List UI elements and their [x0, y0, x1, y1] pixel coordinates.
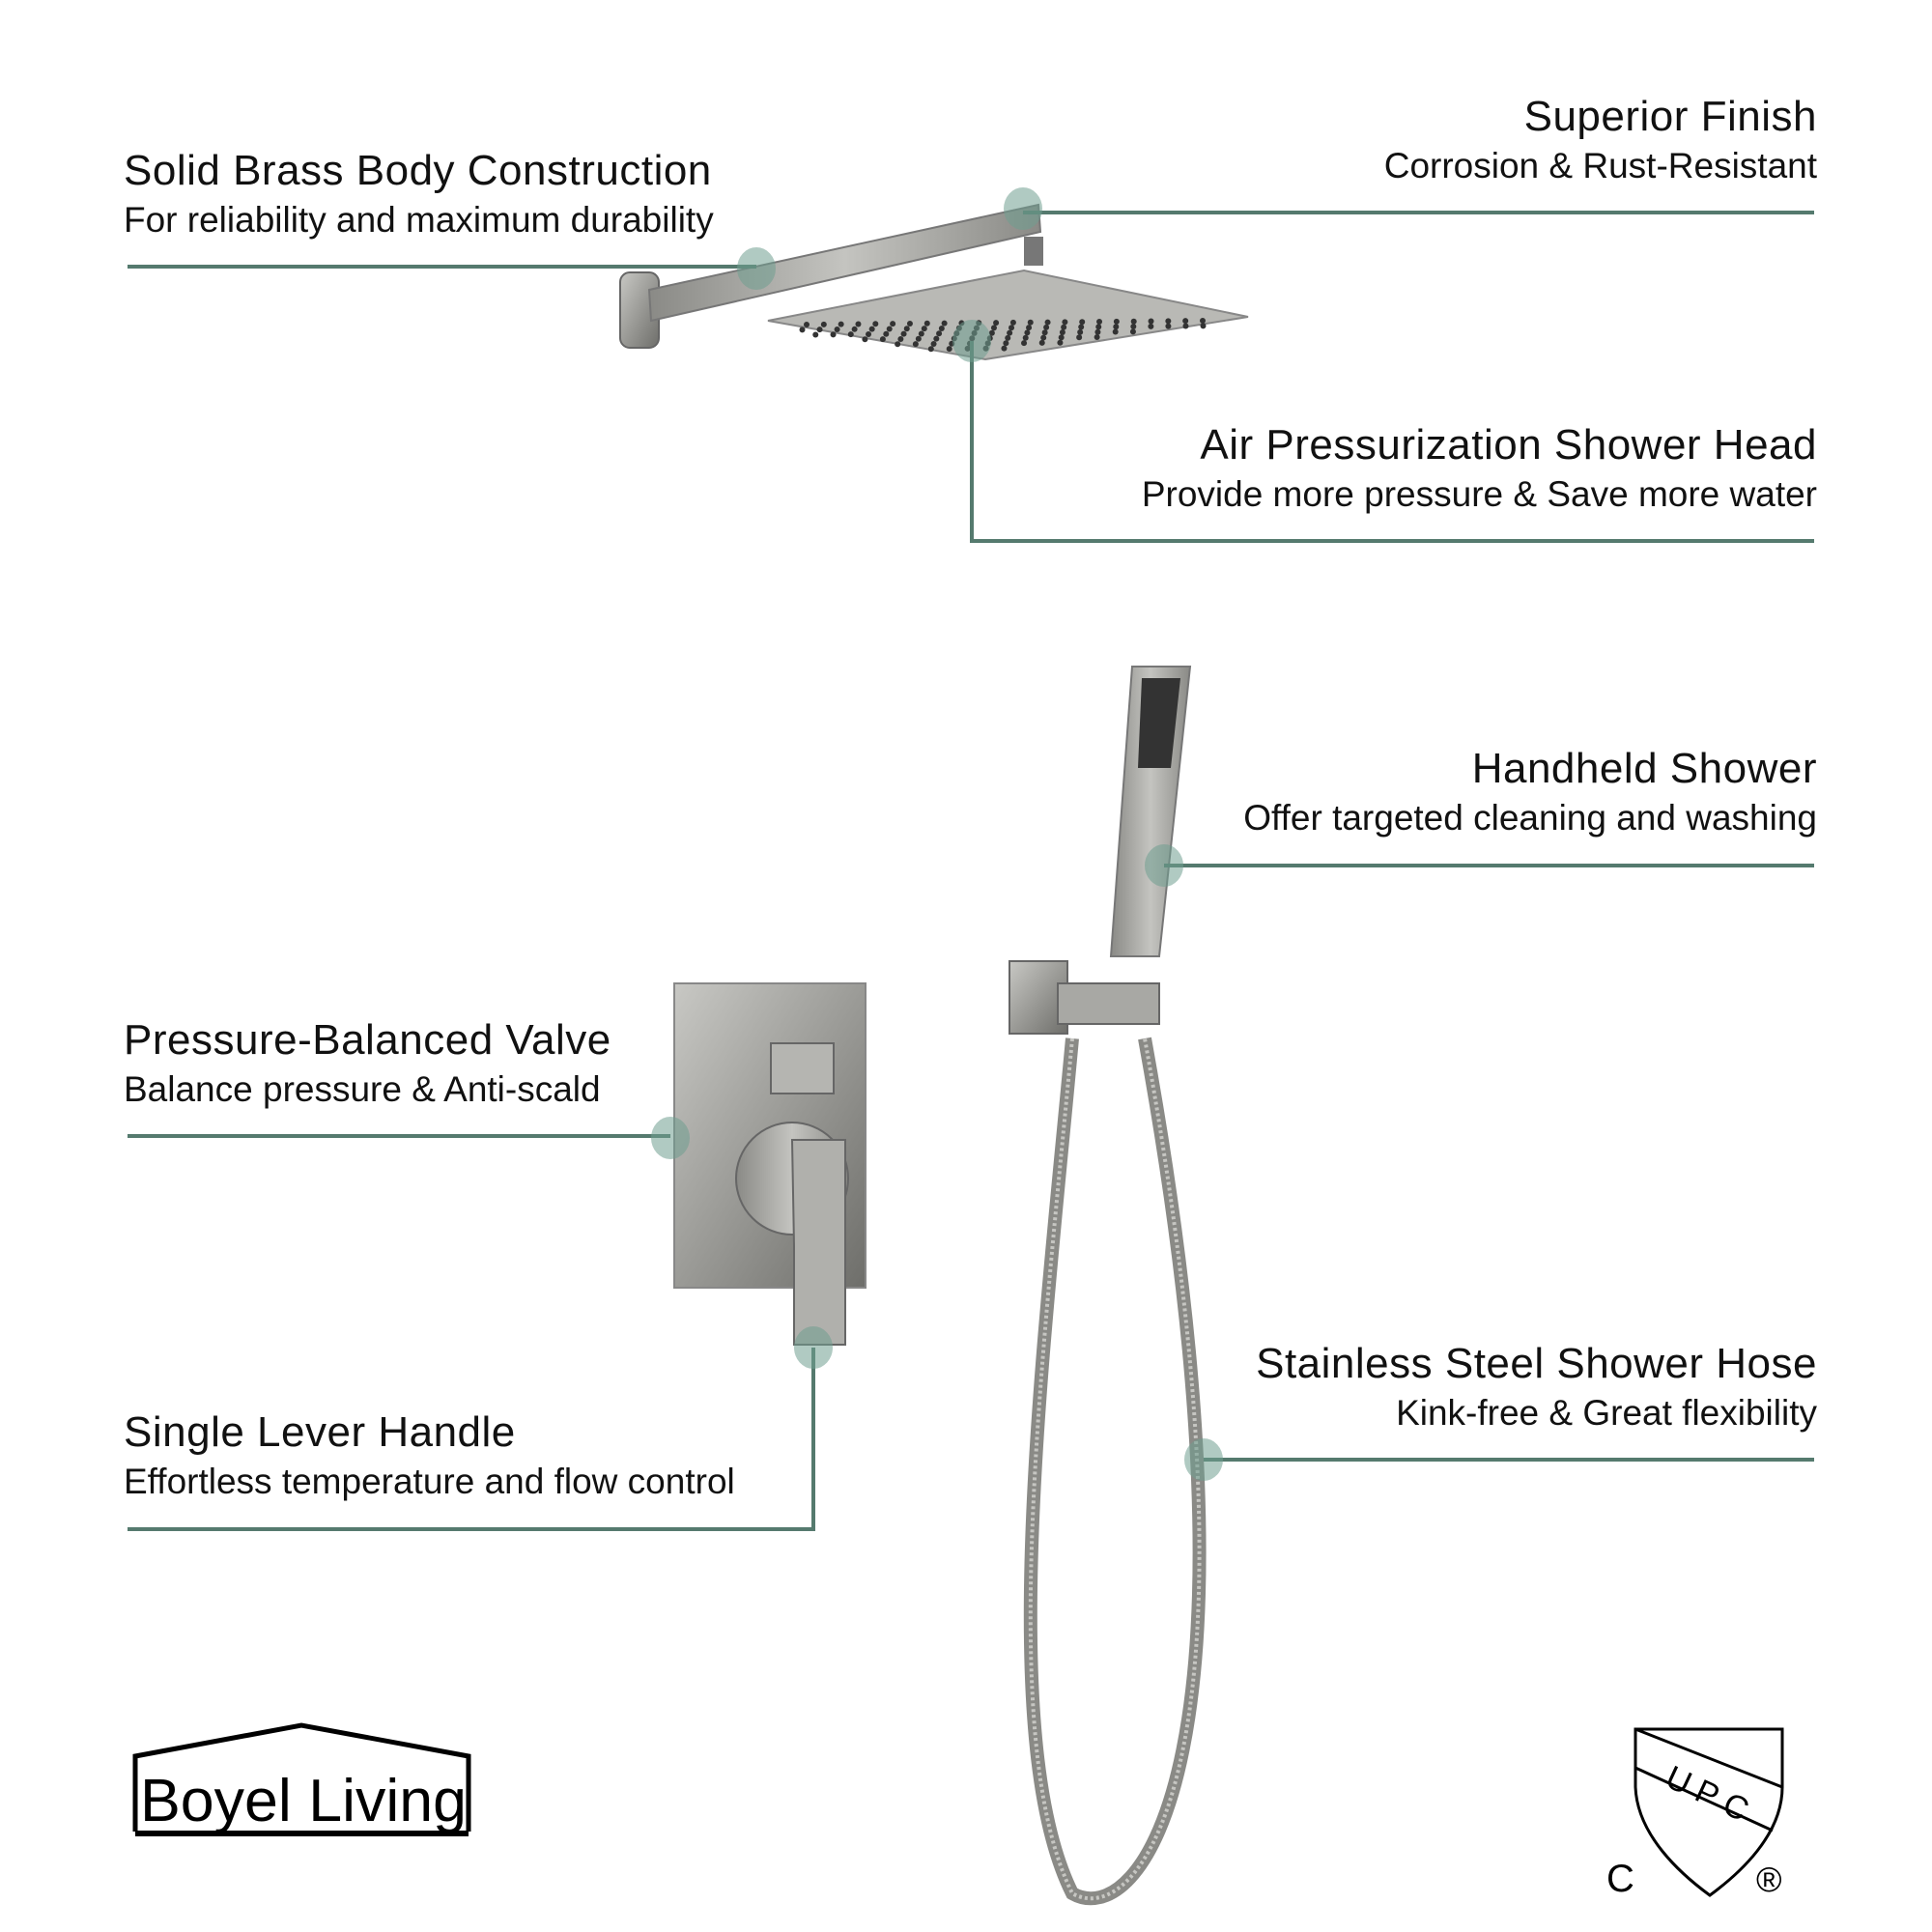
feature-title-brass-body: Solid Brass Body Construction [124, 147, 712, 194]
nozzle [1059, 334, 1065, 340]
nozzle [1010, 320, 1016, 326]
nozzle [1060, 329, 1065, 335]
feature-title-shower-head: Air Pressurization Shower Head [1200, 421, 1817, 469]
nozzle [880, 336, 886, 342]
nozzle [924, 321, 930, 327]
nozzle [831, 331, 837, 337]
nozzle [869, 327, 875, 332]
boyel-living-logo [135, 1725, 469, 1834]
nozzle [1039, 340, 1045, 346]
nozzle [890, 321, 895, 327]
nozzle [812, 331, 818, 337]
nozzle [1076, 334, 1082, 340]
nozzle [1001, 346, 1007, 352]
nozzle [800, 327, 806, 332]
nozzle [936, 330, 942, 336]
nozzle [897, 336, 903, 342]
nozzle [1130, 328, 1136, 334]
upc-mark-text: UPC [1660, 1758, 1763, 1833]
nozzle [1165, 318, 1171, 324]
nozzle [1096, 319, 1102, 325]
nozzle [887, 326, 893, 331]
nozzle [931, 341, 937, 347]
nozzle [991, 325, 997, 330]
nozzle [901, 331, 907, 337]
nozzle [1057, 340, 1063, 346]
feature-subtitle-valve: Balance pressure & Anti-scald [124, 1069, 601, 1109]
nozzle [855, 321, 861, 327]
nozzle [821, 322, 827, 327]
nozzle [866, 331, 871, 337]
nozzle [1009, 325, 1014, 330]
cert-c: C [1606, 1858, 1634, 1900]
nozzle [817, 327, 823, 332]
nozzle [1040, 335, 1046, 341]
feature-title-lever: Single Lever Handle [124, 1408, 516, 1456]
nozzle [1042, 329, 1048, 335]
nozzle [913, 341, 919, 347]
nozzle [1028, 320, 1034, 326]
nozzle [1182, 318, 1188, 324]
upc-certification-mark [1606, 1729, 1782, 1900]
feature-title-handheld: Handheld Shower [1471, 745, 1817, 792]
feature-title-hose: Stainless Steel Shower Hose [1256, 1340, 1817, 1387]
nozzle [1078, 325, 1084, 330]
nozzle [947, 346, 952, 352]
overhead-shower [620, 205, 1248, 359]
feature-subtitle-brass-body: For reliability and maximum durability [124, 200, 714, 240]
nozzle [1023, 335, 1029, 341]
feature-subtitle-shower-head: Provide more pressure & Save more water [1141, 474, 1817, 514]
nozzle [939, 326, 945, 331]
nozzle [1201, 323, 1207, 328]
nozzle [1094, 329, 1100, 335]
nozzle [1113, 329, 1119, 335]
nozzle [1079, 319, 1085, 325]
nozzle [804, 322, 810, 327]
nozzle [1130, 324, 1136, 329]
nozzle [916, 336, 922, 342]
nozzle [1077, 329, 1083, 335]
feature-subtitle-lever: Effortless temperature and flow control [124, 1462, 735, 1501]
nozzle [835, 327, 840, 332]
nozzle [1149, 319, 1154, 325]
nozzle [862, 336, 867, 342]
nozzle [1007, 330, 1012, 336]
nozzle [1113, 324, 1119, 329]
nozzle [1148, 324, 1153, 329]
feature-title-valve: Pressure-Balanced Valve [124, 1016, 611, 1064]
nozzle [1045, 320, 1051, 326]
feature-subtitle-finish: Corrosion & Rust-Resistant [1383, 146, 1817, 185]
feature-title-finish: Superior Finish [1523, 93, 1817, 140]
nozzle [852, 327, 858, 332]
nozzle [1061, 325, 1066, 330]
nozzle [942, 321, 948, 327]
callout-lines [128, 213, 1814, 1529]
feature-subtitle-hose: Kink-free & Great flexibility [1396, 1393, 1817, 1433]
nozzle [1094, 334, 1100, 340]
nozzle [922, 326, 927, 331]
cert-registered: ® [1756, 1860, 1782, 1899]
nozzle [993, 320, 999, 326]
nozzle [883, 331, 889, 337]
nozzle [1095, 324, 1101, 329]
nozzle [1026, 325, 1032, 330]
nozzle [1114, 319, 1120, 325]
nozzle [907, 321, 913, 327]
nozzle [1005, 335, 1010, 341]
nozzle [1182, 324, 1188, 329]
nozzle [1131, 319, 1137, 325]
nozzle [1200, 318, 1206, 324]
nozzle [838, 322, 844, 327]
nozzle [1043, 325, 1049, 330]
nozzle [919, 330, 924, 336]
nozzle [1024, 329, 1030, 335]
nozzle [1062, 319, 1067, 325]
nozzle [895, 341, 900, 347]
nozzle [848, 331, 854, 337]
nozzle [933, 336, 939, 342]
nozzle [1165, 324, 1171, 329]
nozzle [904, 326, 910, 331]
valve-trim [674, 983, 866, 1345]
nozzle [872, 321, 878, 327]
nozzle [1003, 340, 1009, 346]
logo-text: Boyel Living [140, 1768, 467, 1834]
nozzle [1021, 340, 1027, 346]
nozzle [928, 346, 934, 352]
feature-subtitle-handheld: Offer targeted cleaning and washing [1243, 798, 1817, 838]
